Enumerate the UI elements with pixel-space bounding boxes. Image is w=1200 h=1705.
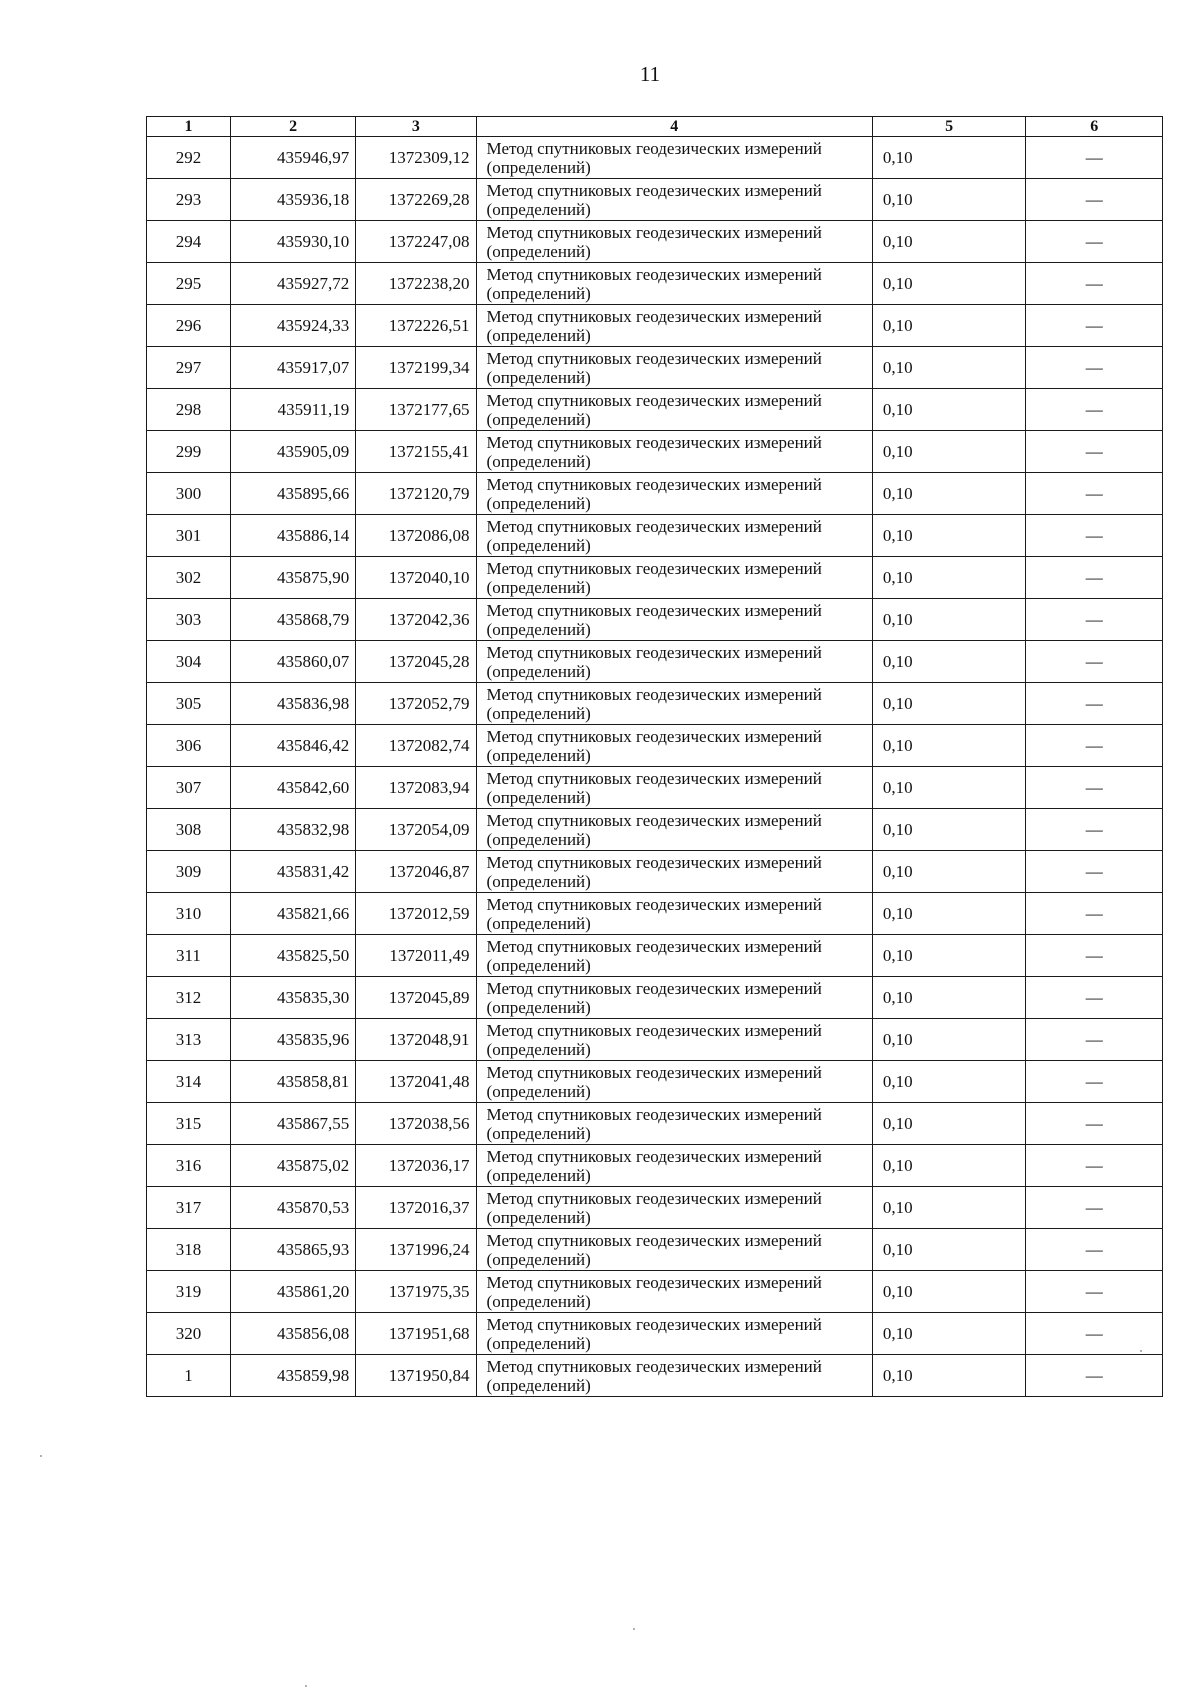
x-coordinate-cell: 435886,14 xyxy=(230,515,355,557)
y-coordinate-cell: 1372042,36 xyxy=(356,599,476,641)
method-cell xyxy=(476,1313,872,1355)
y-coordinate-cell: 1372177,65 xyxy=(356,389,476,431)
method-cell xyxy=(476,767,872,809)
method-cell xyxy=(476,431,872,473)
method-cell xyxy=(476,851,872,893)
page-number: 11 xyxy=(639,62,661,86)
method-cell xyxy=(476,473,872,515)
method-line-2: (определений) xyxy=(486,1123,591,1143)
point-number-cell: 315 xyxy=(147,1103,231,1145)
method-line-2: (определений) xyxy=(486,577,591,597)
accuracy-cell: 0,10 xyxy=(872,221,1026,263)
accuracy-cell: 0,10 xyxy=(872,389,1026,431)
note-cell: — xyxy=(1026,767,1163,809)
table-row xyxy=(147,389,1163,431)
column-header-6: 6 xyxy=(1026,117,1163,137)
point-number-cell: 305 xyxy=(147,683,231,725)
method-line-1: Метод спутниковых геодезических измерений xyxy=(486,474,822,494)
note-cell: — xyxy=(1026,431,1163,473)
accuracy-cell: 0,10 xyxy=(872,683,1026,725)
note-cell: — xyxy=(1026,557,1163,599)
scan-speck xyxy=(1140,1350,1142,1352)
x-coordinate-cell: 435859,98 xyxy=(230,1355,355,1397)
note-cell: — xyxy=(1026,641,1163,683)
method-line-2: (определений) xyxy=(486,451,591,471)
table-row xyxy=(147,1187,1163,1229)
method-line-1: Метод спутниковых геодезических измерений xyxy=(486,684,822,704)
x-coordinate-cell: 435917,07 xyxy=(230,347,355,389)
note-cell: — xyxy=(1026,725,1163,767)
point-number-cell: 297 xyxy=(147,347,231,389)
method-line-1: Метод спутниковых геодезических измерений xyxy=(486,726,822,746)
y-coordinate-cell: 1372083,94 xyxy=(356,767,476,809)
table-header xyxy=(147,117,1163,137)
note-cell: — xyxy=(1026,347,1163,389)
point-number-cell: 294 xyxy=(147,221,231,263)
y-coordinate-cell: 1372045,28 xyxy=(356,641,476,683)
method-line-2: (определений) xyxy=(486,199,591,219)
point-number-cell: 296 xyxy=(147,305,231,347)
accuracy-cell: 0,10 xyxy=(872,137,1026,179)
method-line-1: Метод спутниковых геодезических измерений xyxy=(486,138,822,158)
x-coordinate-cell: 435911,19 xyxy=(230,389,355,431)
y-coordinate-cell: 1372011,49 xyxy=(356,935,476,977)
method-line-2: (определений) xyxy=(486,1081,591,1101)
x-coordinate-cell: 435865,93 xyxy=(230,1229,355,1271)
method-line-1: Метод спутниковых геодезических измерений xyxy=(486,642,822,662)
x-coordinate-cell: 435832,98 xyxy=(230,809,355,851)
note-cell: — xyxy=(1026,1187,1163,1229)
y-coordinate-cell: 1372155,41 xyxy=(356,431,476,473)
y-coordinate-cell: 1372086,08 xyxy=(356,515,476,557)
point-number-cell: 292 xyxy=(147,137,231,179)
accuracy-cell: 0,10 xyxy=(872,347,1026,389)
column-header-1: 1 xyxy=(147,117,231,137)
table-row xyxy=(147,1355,1163,1397)
method-line-2: (определений) xyxy=(486,997,591,1017)
method-cell xyxy=(476,809,872,851)
y-coordinate-cell: 1372041,48 xyxy=(356,1061,476,1103)
method-line-1: Метод спутниковых геодезических измерений xyxy=(486,516,822,536)
method-line-1: Метод спутниковых геодезических измерений xyxy=(486,1356,822,1376)
y-coordinate-cell: 1372247,08 xyxy=(356,221,476,263)
table-row xyxy=(147,683,1163,725)
method-line-1: Метод спутниковых геодезических измерений xyxy=(486,180,822,200)
x-coordinate-cell: 435936,18 xyxy=(230,179,355,221)
table-row xyxy=(147,263,1163,305)
note-cell: — xyxy=(1026,137,1163,179)
note-cell: — xyxy=(1026,1355,1163,1397)
table-row xyxy=(147,1145,1163,1187)
method-line-2: (определений) xyxy=(486,157,591,177)
table-row xyxy=(147,977,1163,1019)
table-row xyxy=(147,851,1163,893)
method-cell xyxy=(476,893,872,935)
method-line-1: Метод спутниковых геодезических измерений xyxy=(486,978,822,998)
method-cell xyxy=(476,221,872,263)
method-line-2: (определений) xyxy=(486,871,591,891)
method-cell xyxy=(476,935,872,977)
method-line-1: Метод спутниковых геодезических измерений xyxy=(486,852,822,872)
y-coordinate-cell: 1372036,17 xyxy=(356,1145,476,1187)
table-row xyxy=(147,305,1163,347)
note-cell: — xyxy=(1026,1229,1163,1271)
x-coordinate-cell: 435835,96 xyxy=(230,1019,355,1061)
accuracy-cell: 0,10 xyxy=(872,179,1026,221)
method-cell xyxy=(476,599,872,641)
accuracy-cell: 0,10 xyxy=(872,557,1026,599)
point-number-cell: 308 xyxy=(147,809,231,851)
table-row xyxy=(147,179,1163,221)
point-number-cell: 312 xyxy=(147,977,231,1019)
method-line-2: (определений) xyxy=(486,745,591,765)
note-cell: — xyxy=(1026,977,1163,1019)
method-line-2: (определений) xyxy=(486,1165,591,1185)
method-line-2: (определений) xyxy=(486,913,591,933)
column-header-2: 2 xyxy=(230,117,355,137)
note-cell: — xyxy=(1026,1271,1163,1313)
method-line-2: (определений) xyxy=(486,493,591,513)
point-number-cell: 301 xyxy=(147,515,231,557)
table-row xyxy=(147,935,1163,977)
y-coordinate-cell: 1372269,28 xyxy=(356,179,476,221)
x-coordinate-cell: 435930,10 xyxy=(230,221,355,263)
point-number-cell: 298 xyxy=(147,389,231,431)
accuracy-cell: 0,10 xyxy=(872,305,1026,347)
header-row xyxy=(147,117,1163,137)
x-coordinate-cell: 435846,42 xyxy=(230,725,355,767)
point-number-cell: 307 xyxy=(147,767,231,809)
accuracy-cell: 0,10 xyxy=(872,767,1026,809)
x-coordinate-cell: 435858,81 xyxy=(230,1061,355,1103)
point-number-cell: 1 xyxy=(147,1355,231,1397)
x-coordinate-cell: 435842,60 xyxy=(230,767,355,809)
table-row xyxy=(147,1061,1163,1103)
note-cell: — xyxy=(1026,305,1163,347)
accuracy-cell: 0,10 xyxy=(872,725,1026,767)
point-number-cell: 311 xyxy=(147,935,231,977)
method-line-2: (определений) xyxy=(486,241,591,261)
y-coordinate-cell: 1372052,79 xyxy=(356,683,476,725)
table-row xyxy=(147,893,1163,935)
method-line-1: Метод спутниковых геодезических измерений xyxy=(486,222,822,242)
note-cell: — xyxy=(1026,809,1163,851)
table-row xyxy=(147,1271,1163,1313)
scan-speck xyxy=(305,1685,307,1687)
method-line-2: (определений) xyxy=(486,1207,591,1227)
y-coordinate-cell: 1372082,74 xyxy=(356,725,476,767)
note-cell: — xyxy=(1026,473,1163,515)
method-cell xyxy=(476,347,872,389)
method-cell xyxy=(476,1061,872,1103)
method-cell xyxy=(476,725,872,767)
table-row xyxy=(147,1313,1163,1355)
accuracy-cell: 0,10 xyxy=(872,1187,1026,1229)
x-coordinate-cell: 435835,30 xyxy=(230,977,355,1019)
method-line-1: Метод спутниковых геодезических измерений xyxy=(486,1062,822,1082)
method-cell xyxy=(476,179,872,221)
method-cell xyxy=(476,1187,872,1229)
method-cell xyxy=(476,557,872,599)
y-coordinate-cell: 1371996,24 xyxy=(356,1229,476,1271)
column-header-3: 3 xyxy=(356,117,476,137)
x-coordinate-cell: 435836,98 xyxy=(230,683,355,725)
table-row xyxy=(147,473,1163,515)
point-number-cell: 316 xyxy=(147,1145,231,1187)
x-coordinate-cell: 435905,09 xyxy=(230,431,355,473)
method-cell xyxy=(476,683,872,725)
method-line-2: (определений) xyxy=(486,955,591,975)
method-line-2: (определений) xyxy=(486,1291,591,1311)
coordinates-table xyxy=(146,116,1163,1397)
point-number-cell: 318 xyxy=(147,1229,231,1271)
point-number-cell: 295 xyxy=(147,263,231,305)
accuracy-cell: 0,10 xyxy=(872,473,1026,515)
accuracy-cell: 0,10 xyxy=(872,1019,1026,1061)
method-line-1: Метод спутниковых геодезических измерений xyxy=(486,894,822,914)
point-number-cell: 310 xyxy=(147,893,231,935)
y-coordinate-cell: 1372040,10 xyxy=(356,557,476,599)
method-line-2: (определений) xyxy=(486,367,591,387)
method-line-1: Метод спутниковых геодезических измерений xyxy=(486,600,822,620)
accuracy-cell: 0,10 xyxy=(872,515,1026,557)
table-row xyxy=(147,1103,1163,1145)
accuracy-cell: 0,10 xyxy=(872,851,1026,893)
scan-speck xyxy=(40,1455,42,1457)
method-cell xyxy=(476,389,872,431)
point-number-cell: 299 xyxy=(147,431,231,473)
table-row xyxy=(147,767,1163,809)
note-cell: — xyxy=(1026,893,1163,935)
accuracy-cell: 0,10 xyxy=(872,431,1026,473)
y-coordinate-cell: 1372120,79 xyxy=(356,473,476,515)
table-row xyxy=(147,515,1163,557)
method-line-1: Метод спутниковых геодезических измерений xyxy=(486,432,822,452)
y-coordinate-cell: 1372226,51 xyxy=(356,305,476,347)
accuracy-cell: 0,10 xyxy=(872,977,1026,1019)
accuracy-cell: 0,10 xyxy=(872,1145,1026,1187)
method-line-2: (определений) xyxy=(486,325,591,345)
method-line-1: Метод спутниковых геодезических измерений xyxy=(486,1188,822,1208)
table-row xyxy=(147,641,1163,683)
x-coordinate-cell: 435946,97 xyxy=(230,137,355,179)
method-cell xyxy=(476,977,872,1019)
note-cell: — xyxy=(1026,389,1163,431)
point-number-cell: 313 xyxy=(147,1019,231,1061)
method-line-2: (определений) xyxy=(486,409,591,429)
y-coordinate-cell: 1372016,37 xyxy=(356,1187,476,1229)
method-line-1: Метод спутниковых геодезических измерений xyxy=(486,936,822,956)
y-coordinate-cell: 1372054,09 xyxy=(356,809,476,851)
accuracy-cell: 0,10 xyxy=(872,935,1026,977)
method-line-1: Метод спутниковых геодезических измерений xyxy=(486,306,822,326)
point-number-cell: 320 xyxy=(147,1313,231,1355)
note-cell: — xyxy=(1026,1061,1163,1103)
note-cell: — xyxy=(1026,515,1163,557)
y-coordinate-cell: 1372012,59 xyxy=(356,893,476,935)
note-cell: — xyxy=(1026,1313,1163,1355)
method-cell xyxy=(476,1019,872,1061)
table-row xyxy=(147,809,1163,851)
point-number-cell: 293 xyxy=(147,179,231,221)
x-coordinate-cell: 435861,20 xyxy=(230,1271,355,1313)
table-row xyxy=(147,347,1163,389)
x-coordinate-cell: 435870,53 xyxy=(230,1187,355,1229)
x-coordinate-cell: 435856,08 xyxy=(230,1313,355,1355)
method-line-2: (определений) xyxy=(486,1375,591,1395)
point-number-cell: 303 xyxy=(147,599,231,641)
x-coordinate-cell: 435924,33 xyxy=(230,305,355,347)
method-cell xyxy=(476,515,872,557)
method-line-2: (определений) xyxy=(486,661,591,681)
method-cell xyxy=(476,641,872,683)
accuracy-cell: 0,10 xyxy=(872,1271,1026,1313)
method-line-2: (определений) xyxy=(486,283,591,303)
y-coordinate-cell: 1371951,68 xyxy=(356,1313,476,1355)
note-cell: — xyxy=(1026,1103,1163,1145)
accuracy-cell: 0,10 xyxy=(872,893,1026,935)
point-number-cell: 317 xyxy=(147,1187,231,1229)
x-coordinate-cell: 435895,66 xyxy=(230,473,355,515)
point-number-cell: 302 xyxy=(147,557,231,599)
method-line-2: (определений) xyxy=(486,619,591,639)
method-line-1: Метод спутниковых геодезических измерений xyxy=(486,1020,822,1040)
method-cell xyxy=(476,1355,872,1397)
method-cell xyxy=(476,137,872,179)
x-coordinate-cell: 435875,02 xyxy=(230,1145,355,1187)
table-row xyxy=(147,137,1163,179)
method-cell xyxy=(476,1145,872,1187)
method-line-1: Метод спутниковых геодезических измерений xyxy=(486,810,822,830)
accuracy-cell: 0,10 xyxy=(872,1061,1026,1103)
note-cell: — xyxy=(1026,1019,1163,1061)
x-coordinate-cell: 435821,66 xyxy=(230,893,355,935)
method-line-2: (определений) xyxy=(486,1039,591,1059)
y-coordinate-cell: 1372199,34 xyxy=(356,347,476,389)
method-line-2: (определений) xyxy=(486,703,591,723)
method-line-1: Метод спутниковых геодезических измерений xyxy=(486,558,822,578)
method-line-1: Метод спутниковых геодезических измерений xyxy=(486,390,822,410)
method-cell xyxy=(476,1271,872,1313)
y-coordinate-cell: 1371975,35 xyxy=(356,1271,476,1313)
accuracy-cell: 0,10 xyxy=(872,1313,1026,1355)
table-row xyxy=(147,1019,1163,1061)
note-cell: — xyxy=(1026,599,1163,641)
note-cell: — xyxy=(1026,851,1163,893)
table-row xyxy=(147,725,1163,767)
y-coordinate-cell: 1372048,91 xyxy=(356,1019,476,1061)
method-line-1: Метод спутниковых геодезических измерений xyxy=(486,1104,822,1124)
note-cell: — xyxy=(1026,935,1163,977)
x-coordinate-cell: 435831,42 xyxy=(230,851,355,893)
method-line-2: (определений) xyxy=(486,829,591,849)
method-line-2: (определений) xyxy=(486,1249,591,1269)
table-row xyxy=(147,599,1163,641)
table-row xyxy=(147,557,1163,599)
accuracy-cell: 0,10 xyxy=(872,599,1026,641)
table-row xyxy=(147,1229,1163,1271)
note-cell: — xyxy=(1026,683,1163,725)
point-number-cell: 319 xyxy=(147,1271,231,1313)
accuracy-cell: 0,10 xyxy=(872,1103,1026,1145)
y-coordinate-cell: 1372038,56 xyxy=(356,1103,476,1145)
point-number-cell: 300 xyxy=(147,473,231,515)
method-cell xyxy=(476,1103,872,1145)
y-coordinate-cell: 1372309,12 xyxy=(356,137,476,179)
method-line-1: Метод спутниковых геодезических измерений xyxy=(486,768,822,788)
method-line-2: (определений) xyxy=(486,1333,591,1353)
x-coordinate-cell: 435875,90 xyxy=(230,557,355,599)
method-cell xyxy=(476,305,872,347)
method-line-1: Метод спутниковых геодезических измерений xyxy=(486,1272,822,1292)
x-coordinate-cell: 435825,50 xyxy=(230,935,355,977)
accuracy-cell: 0,10 xyxy=(872,809,1026,851)
x-coordinate-cell: 435868,79 xyxy=(230,599,355,641)
point-number-cell: 309 xyxy=(147,851,231,893)
method-line-1: Метод спутниковых геодезических измерений xyxy=(486,264,822,284)
y-coordinate-cell: 1372238,20 xyxy=(356,263,476,305)
x-coordinate-cell: 435860,07 xyxy=(230,641,355,683)
table-body xyxy=(147,137,1163,1397)
accuracy-cell: 0,10 xyxy=(872,263,1026,305)
point-number-cell: 306 xyxy=(147,725,231,767)
table-row xyxy=(147,431,1163,473)
method-line-2: (определений) xyxy=(486,787,591,807)
accuracy-cell: 0,10 xyxy=(872,641,1026,683)
point-number-cell: 304 xyxy=(147,641,231,683)
accuracy-cell: 0,10 xyxy=(872,1229,1026,1271)
method-cell xyxy=(476,263,872,305)
x-coordinate-cell: 435867,55 xyxy=(230,1103,355,1145)
method-line-1: Метод спутниковых геодезических измерений xyxy=(486,1314,822,1334)
column-header-4: 4 xyxy=(476,117,872,137)
y-coordinate-cell: 1372045,89 xyxy=(356,977,476,1019)
note-cell: — xyxy=(1026,263,1163,305)
scan-speck xyxy=(633,1628,635,1630)
method-line-1: Метод спутниковых геодезических измерений xyxy=(486,1146,822,1166)
point-number-cell: 314 xyxy=(147,1061,231,1103)
table-row xyxy=(147,221,1163,263)
method-cell xyxy=(476,1229,872,1271)
method-line-2: (определений) xyxy=(486,535,591,555)
column-header-5: 5 xyxy=(872,117,1026,137)
method-line-1: Метод спутниковых геодезических измерений xyxy=(486,1230,822,1250)
accuracy-cell: 0,10 xyxy=(872,1355,1026,1397)
x-coordinate-cell: 435927,72 xyxy=(230,263,355,305)
note-cell: — xyxy=(1026,179,1163,221)
y-coordinate-cell: 1371950,84 xyxy=(356,1355,476,1397)
note-cell: — xyxy=(1026,221,1163,263)
method-line-1: Метод спутниковых геодезических измерений xyxy=(486,348,822,368)
note-cell: — xyxy=(1026,1145,1163,1187)
y-coordinate-cell: 1372046,87 xyxy=(356,851,476,893)
